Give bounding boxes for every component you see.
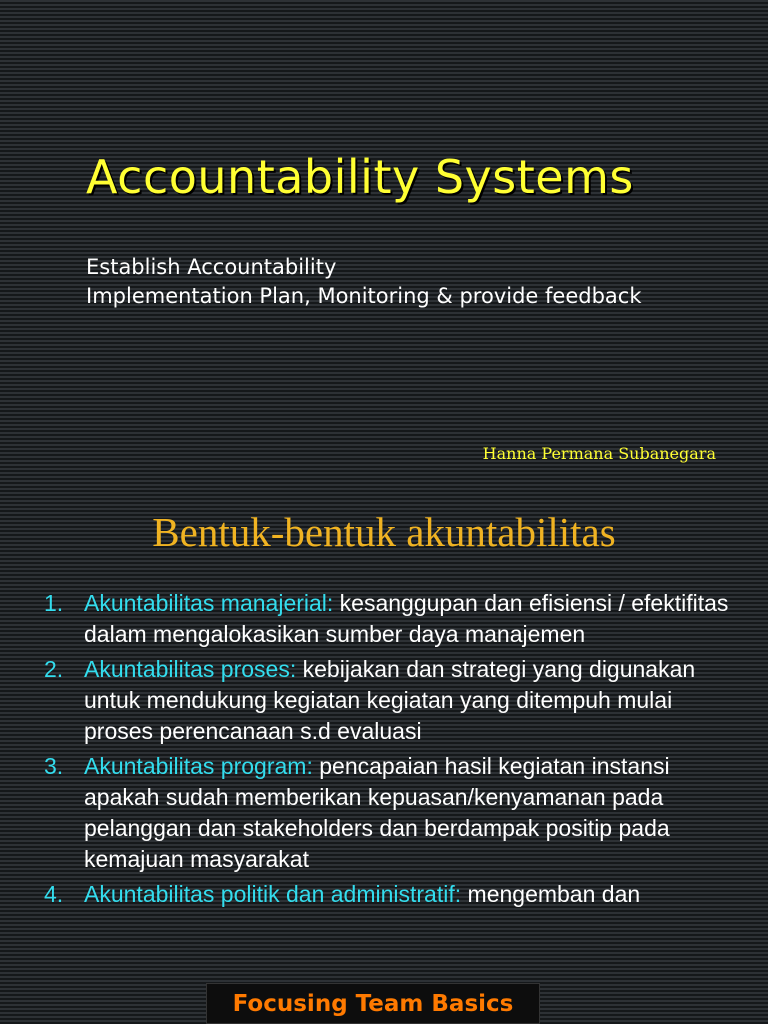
list-item xyxy=(44,588,744,650)
list-item-label: Akuntabilitas manajerial: xyxy=(84,590,334,616)
list-item-text: pencapaian hasil kegiatan instansi apakah sudah memberikan kepuasan/kenyamanan pada pelanggan dan stakeholders dan berdampak positip pada kemajuan masyarakat xyxy=(84,753,670,872)
list-number: 1. xyxy=(44,590,64,616)
list-item xyxy=(44,654,744,747)
list-item xyxy=(44,879,744,910)
section-heading: Bentuk-bentuk akuntabilitas xyxy=(152,509,616,555)
list-item-text: kebijakan dan strategi yang digunakan untuk mendukung kegiatan kegiatan yang ditempuh mulai proses perencanaan s.d evaluasi xyxy=(84,656,696,744)
list-item-body xyxy=(84,588,744,650)
footer-banner: Focusing Team Basics xyxy=(206,983,540,1024)
list-number: 2. xyxy=(44,656,64,682)
list-item xyxy=(44,751,744,875)
list-number: 3. xyxy=(44,753,64,779)
list-item-body xyxy=(84,654,744,747)
subtitle-line-1: Establish Accountability xyxy=(86,255,337,279)
author-name: Hanna Permana Subanegara xyxy=(482,444,716,463)
list-item-body xyxy=(84,879,744,910)
list-item-text: kesanggupan dan efisiensi / efektifitas dalam mengalokasikan sumber daya manajemen xyxy=(84,590,729,647)
accountability-list xyxy=(44,588,744,914)
subtitle-line-2: Implementation Plan, Monitoring & provide feedback xyxy=(86,284,642,308)
slide-title: Accountability Systems xyxy=(86,150,634,204)
list-item-label: Akuntabilitas proses: xyxy=(84,656,297,682)
list-number: 4. xyxy=(44,881,64,907)
list-item-body xyxy=(84,751,744,875)
list-item-text: mengemban dan xyxy=(461,881,641,907)
list-item-label: Akuntabilitas politik dan administratif: xyxy=(84,881,462,907)
list-item-label: Akuntabilitas program: xyxy=(84,753,313,779)
